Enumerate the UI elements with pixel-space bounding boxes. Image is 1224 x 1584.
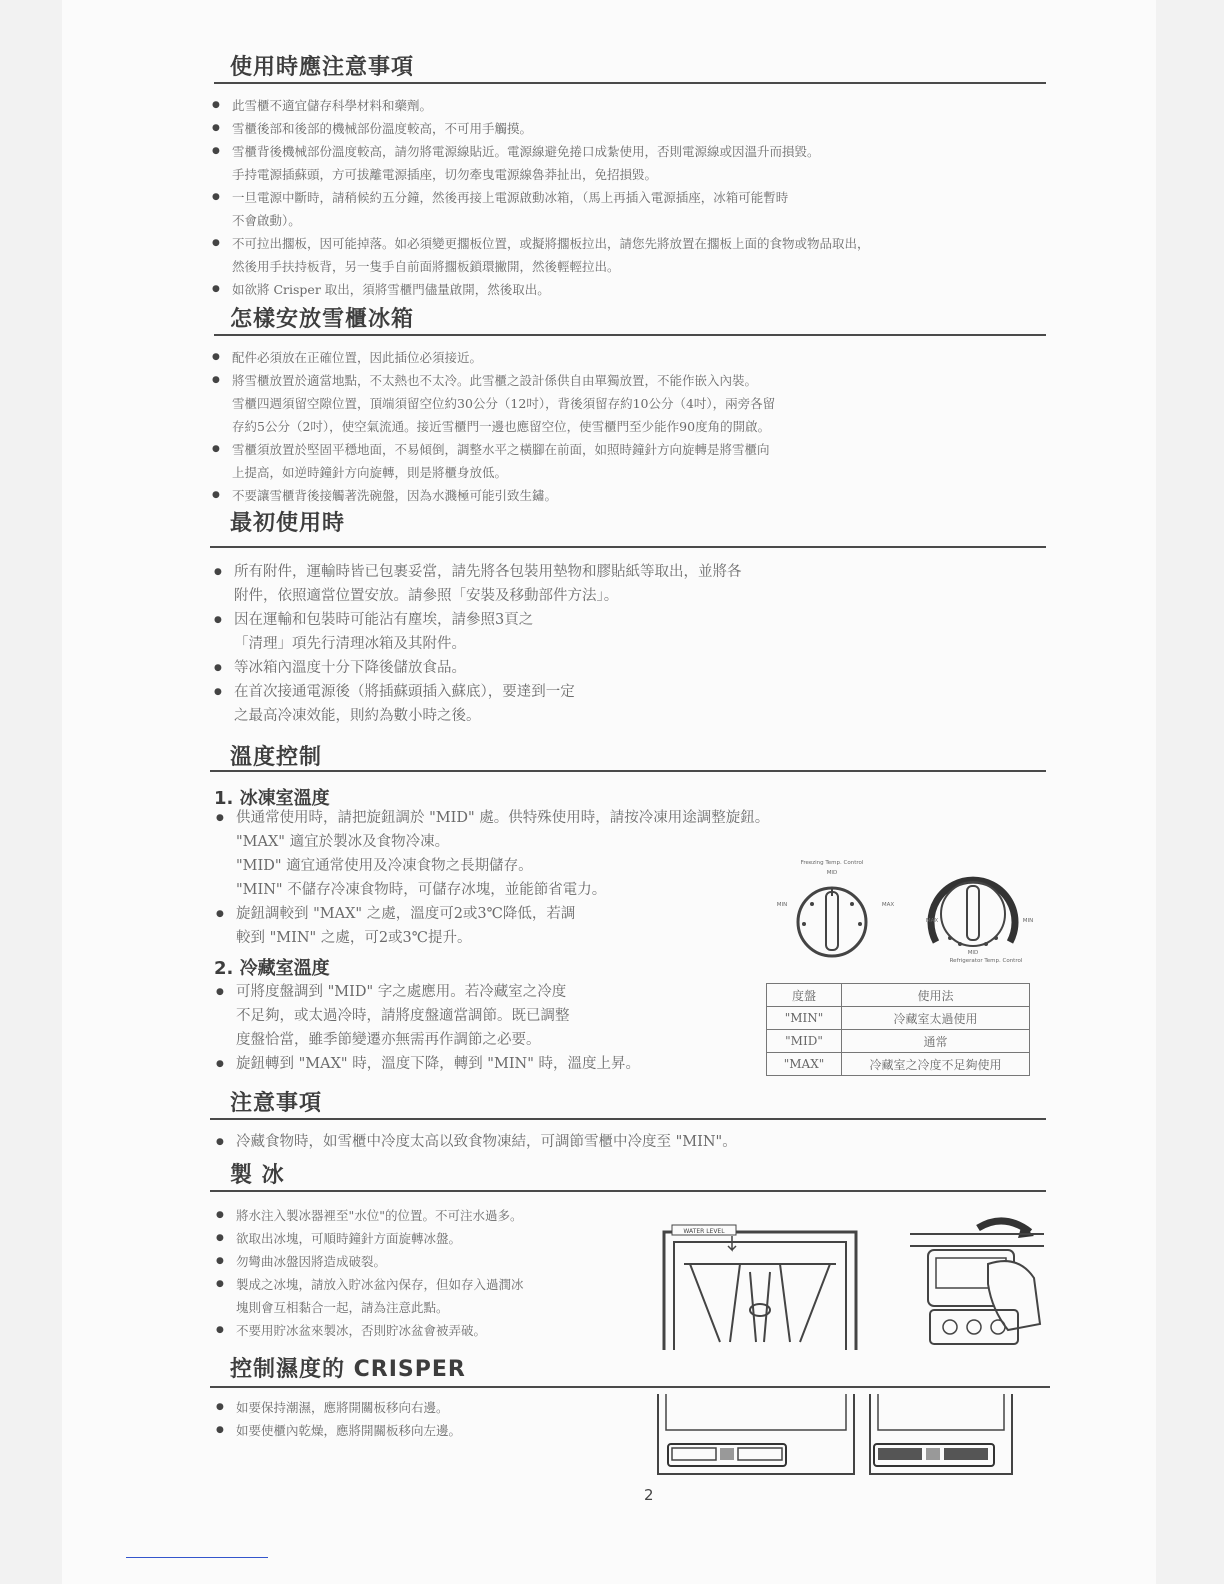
fridge-dial-mid-label: MID	[967, 950, 979, 956]
table-header-cell: 度盤	[767, 984, 842, 1007]
crisper-humid-illustration	[654, 1394, 858, 1476]
table-header-cell: 使用法	[842, 984, 1030, 1007]
table-row	[767, 1053, 1030, 1076]
ice-heading: 製 冰	[230, 1163, 285, 1188]
fridge-dial	[931, 880, 1015, 946]
list-item-continuation: 手持電源插蘇頭，方可拔離電源插座，切勿牽曳電源線魯莽扯出，免招損毀。	[232, 167, 658, 182]
list-item-continuation: 不足夠，或太過冷時，請將度盤適當調節。既已調整	[236, 1008, 570, 1024]
list-item-continuation: 不會啟動）。	[232, 213, 301, 228]
dial-usage-table	[766, 983, 1030, 1076]
list-item: ● 將雪櫃放置於適當地點，不太熱也不太冷。此雪櫃之設計係供自由單獨放置，不能作嵌入內裝。	[212, 369, 1052, 392]
list-item: ● 如要使櫃內乾燥，應將開關板移向左邊。	[216, 1419, 656, 1442]
list-item-continuation: 然後用手扶持板背，另一隻手自前面將擱板鎖環撇開，然後輕輕拉出。	[232, 259, 620, 274]
list-item-continuation: 「清理」項先行清理冰箱及其附件。	[234, 636, 466, 652]
list-item-continuation: 上提高，如逆時鐘針方向旋轉，則是將櫃身放低。	[232, 465, 508, 480]
list-item: ● 所有附件，運輸時皆已包裹妥當，請先將各包裝用墊物和膠貼紙等取出，並將各	[214, 560, 1034, 584]
freezer-dial	[798, 888, 866, 956]
list-item-continuation: 附件，依照適當位置安放。請參照「安裝及移動部件方法」。	[234, 588, 619, 604]
list-item-continuation: 之最高冷凍效能，則約為數小時之後。	[234, 708, 481, 724]
list-item: ● 不要用貯冰盆來製冰，否則貯冰盆會被弄破。	[216, 1319, 646, 1342]
table-header-row	[767, 984, 1030, 1007]
list-item: ● 一旦電源中斷時，請稍候約五分鐘，然後再接上電源啟動冰箱，（馬上再插入電源插座，冰箱可能暫時	[212, 186, 1052, 209]
list-item: ● 雪櫃須放置於堅固平穩地面，不易傾倒，調整水平之橫腳在前面，如照時鐘針方向旋轉是將雪櫃向	[212, 438, 1052, 461]
temperature-dials-illustration	[760, 852, 1050, 968]
list-item: ● 冷藏食物時，如雪櫃中冷度太高以致食物凍結，可調節雪櫃中冷度至 "MIN"。	[216, 1130, 1036, 1154]
fridge-dial-min-label: MIN	[1022, 918, 1034, 924]
page-number: 2	[644, 1486, 654, 1504]
temperature-rule	[210, 770, 1046, 772]
usage-list	[212, 94, 1052, 301]
first-use-rule	[210, 546, 1046, 548]
freezer-dial-max-label: MAX	[881, 902, 895, 908]
footer-link-line	[126, 1557, 268, 1558]
usage-heading: 使用時應注意事項	[230, 55, 415, 80]
freezer-dial-min-label: MIN	[776, 902, 788, 908]
list-item: ● 勿彎曲冰盤因將造成破裂。	[216, 1250, 646, 1273]
table-row	[767, 1007, 1030, 1030]
crisper-heading: 控制濕度的 CRISPER	[230, 1357, 466, 1382]
temperature-heading: 溫度控制	[230, 745, 323, 770]
list-item-continuation: 雪櫃四週須留空隙位置，頂端須留空位約30公分（12吋），背後須留存約10公分（4吋），兩旁各留	[232, 396, 776, 411]
table-cell: "MAX"	[767, 1053, 842, 1076]
crisper-dry-illustration	[866, 1394, 1016, 1476]
list-item: ● 可將度盤調到 "MID" 字之處應用。若冷藏室之冷度	[216, 980, 756, 1004]
list-item: ● 旋鈕調較到 "MAX" 之處，溫度可2或3℃降低，若調	[216, 902, 996, 926]
list-item: ● 如欲將 Crisper 取出，須將雪櫃門儘量啟開，然後取出。	[212, 278, 1052, 301]
list-item: ● 不可拉出擱板，因可能掉落。如必須變更擱板位置，或擬將擱板拉出，請您先將放置在擱板上面的食物或物品取出，	[212, 232, 1052, 255]
table-cell: 冷藏室之冷度不足夠使用	[842, 1053, 1030, 1076]
ice-list	[216, 1204, 646, 1342]
crisper-list	[216, 1396, 656, 1442]
fridge-dial-max-label: MAX	[925, 918, 939, 924]
list-item-continuation: 度盤恰當，雖季節變遷亦無需再作調節之必要。	[236, 1032, 541, 1048]
list-item: ● 製成之冰塊，請放入貯冰盆內保存，但如存入過潤冰	[216, 1273, 646, 1296]
ice-tray-illustration	[660, 1222, 860, 1352]
freezer-subheading: 1. 冰凍室溫度	[214, 788, 330, 809]
freezer-dial-mid-label: MID	[826, 870, 838, 876]
usage-rule	[214, 82, 1046, 84]
ice-rule	[210, 1190, 1046, 1192]
table-cell: "MIN"	[767, 1007, 842, 1030]
list-item: ● 欲取出冰塊，可順時鐘針方面旋轉冰盤。	[216, 1227, 646, 1250]
list-item-continuation: 塊則會互相黏合一起，請為注意此點。	[236, 1300, 449, 1315]
list-item: ● 等冰箱內溫度十分下降後儲放食品。	[214, 656, 1034, 680]
ice-removal-illustration	[908, 1214, 1048, 1350]
placement-rule	[214, 334, 1046, 336]
list-item: ● 在首次接通電源後（將插蘇頭插入蘇底），要達到一定	[214, 680, 1034, 704]
fridge-list	[216, 980, 756, 1076]
table-cell: 冷藏室太過使用	[842, 1007, 1030, 1030]
list-item: ● 因在運輸和包裝時可能沾有塵埃，請參照3頁之	[214, 608, 1034, 632]
list-item-continuation: "MID" 適宜通常使用及冷凍食物之長期儲存。	[236, 858, 533, 874]
crisper-rule	[210, 1386, 1050, 1388]
list-item-continuation: "MAX" 適宜於製冰及食物冷凍。	[236, 834, 450, 850]
list-item: ● 雪櫃背後機械部份溫度較高，請勿將電源線貼近。電源線避免捲口成紮使用，否則電源線或因溫升而損毀。	[212, 140, 1052, 163]
notes-rule	[210, 1118, 1046, 1120]
first-use-heading: 最初使用時	[230, 511, 346, 536]
notes-heading: 注意事項	[230, 1091, 323, 1116]
table-cell: "MID"	[767, 1030, 842, 1053]
list-item: ● 將水注入製冰器裡至"水位"的位置。不可注水過多。	[216, 1204, 646, 1227]
fridge-subheading: 2. 冷藏室溫度	[214, 958, 330, 979]
list-item: ● 雪櫃後部和後部的機械部份溫度較高，不可用手觸摸。	[212, 117, 1052, 140]
list-item: ● 供通常使用時，請把旋鈕調於 "MID" 處。供特殊使用時，請按冷凍用途調整旋鈕。	[216, 806, 996, 830]
fridge-dial-caption: Refrigerator Temp. Control	[949, 958, 1023, 964]
table-row	[767, 1030, 1030, 1053]
list-item-continuation: 較到 "MIN" 之處，可2或3℃提升。	[236, 930, 472, 946]
first-use-list	[214, 560, 1034, 728]
list-item: ● 如要保持潮濕，應將開關板移向右邊。	[216, 1396, 656, 1419]
list-item-continuation: 存約5公分（2吋），使空氣流通。接近雪櫃門一邊也應留空位，使雪櫃門至少能作90度角的開啟。	[232, 419, 771, 434]
list-item: ● 旋鈕轉到 "MAX" 時，溫度下降，轉到 "MIN" 時，溫度上昇。	[216, 1052, 756, 1076]
list-item-continuation: "MIN" 不儲存冷凍食物時，可儲存冰塊，並能節省電力。	[236, 882, 607, 898]
list-item: ● 配件必須放在正確位置，因此插位必須接近。	[212, 346, 1052, 369]
placement-heading: 怎樣安放雪櫃冰箱	[230, 307, 415, 332]
freezer-dial-caption: Freezing Temp. Control	[800, 860, 864, 866]
table-cell: 通常	[842, 1030, 1030, 1053]
list-item: ● 不要讓雪櫃背後接觸著洗碗盤，因為水濺極可能引致生鏽。	[212, 484, 1052, 507]
notes-list	[216, 1130, 1036, 1154]
water-level-label: WATER LEVEL	[683, 1228, 725, 1235]
placement-list	[212, 346, 1052, 507]
list-item: ● 此雪櫃不適宜儲存科學材料和藥劑。	[212, 94, 1052, 117]
